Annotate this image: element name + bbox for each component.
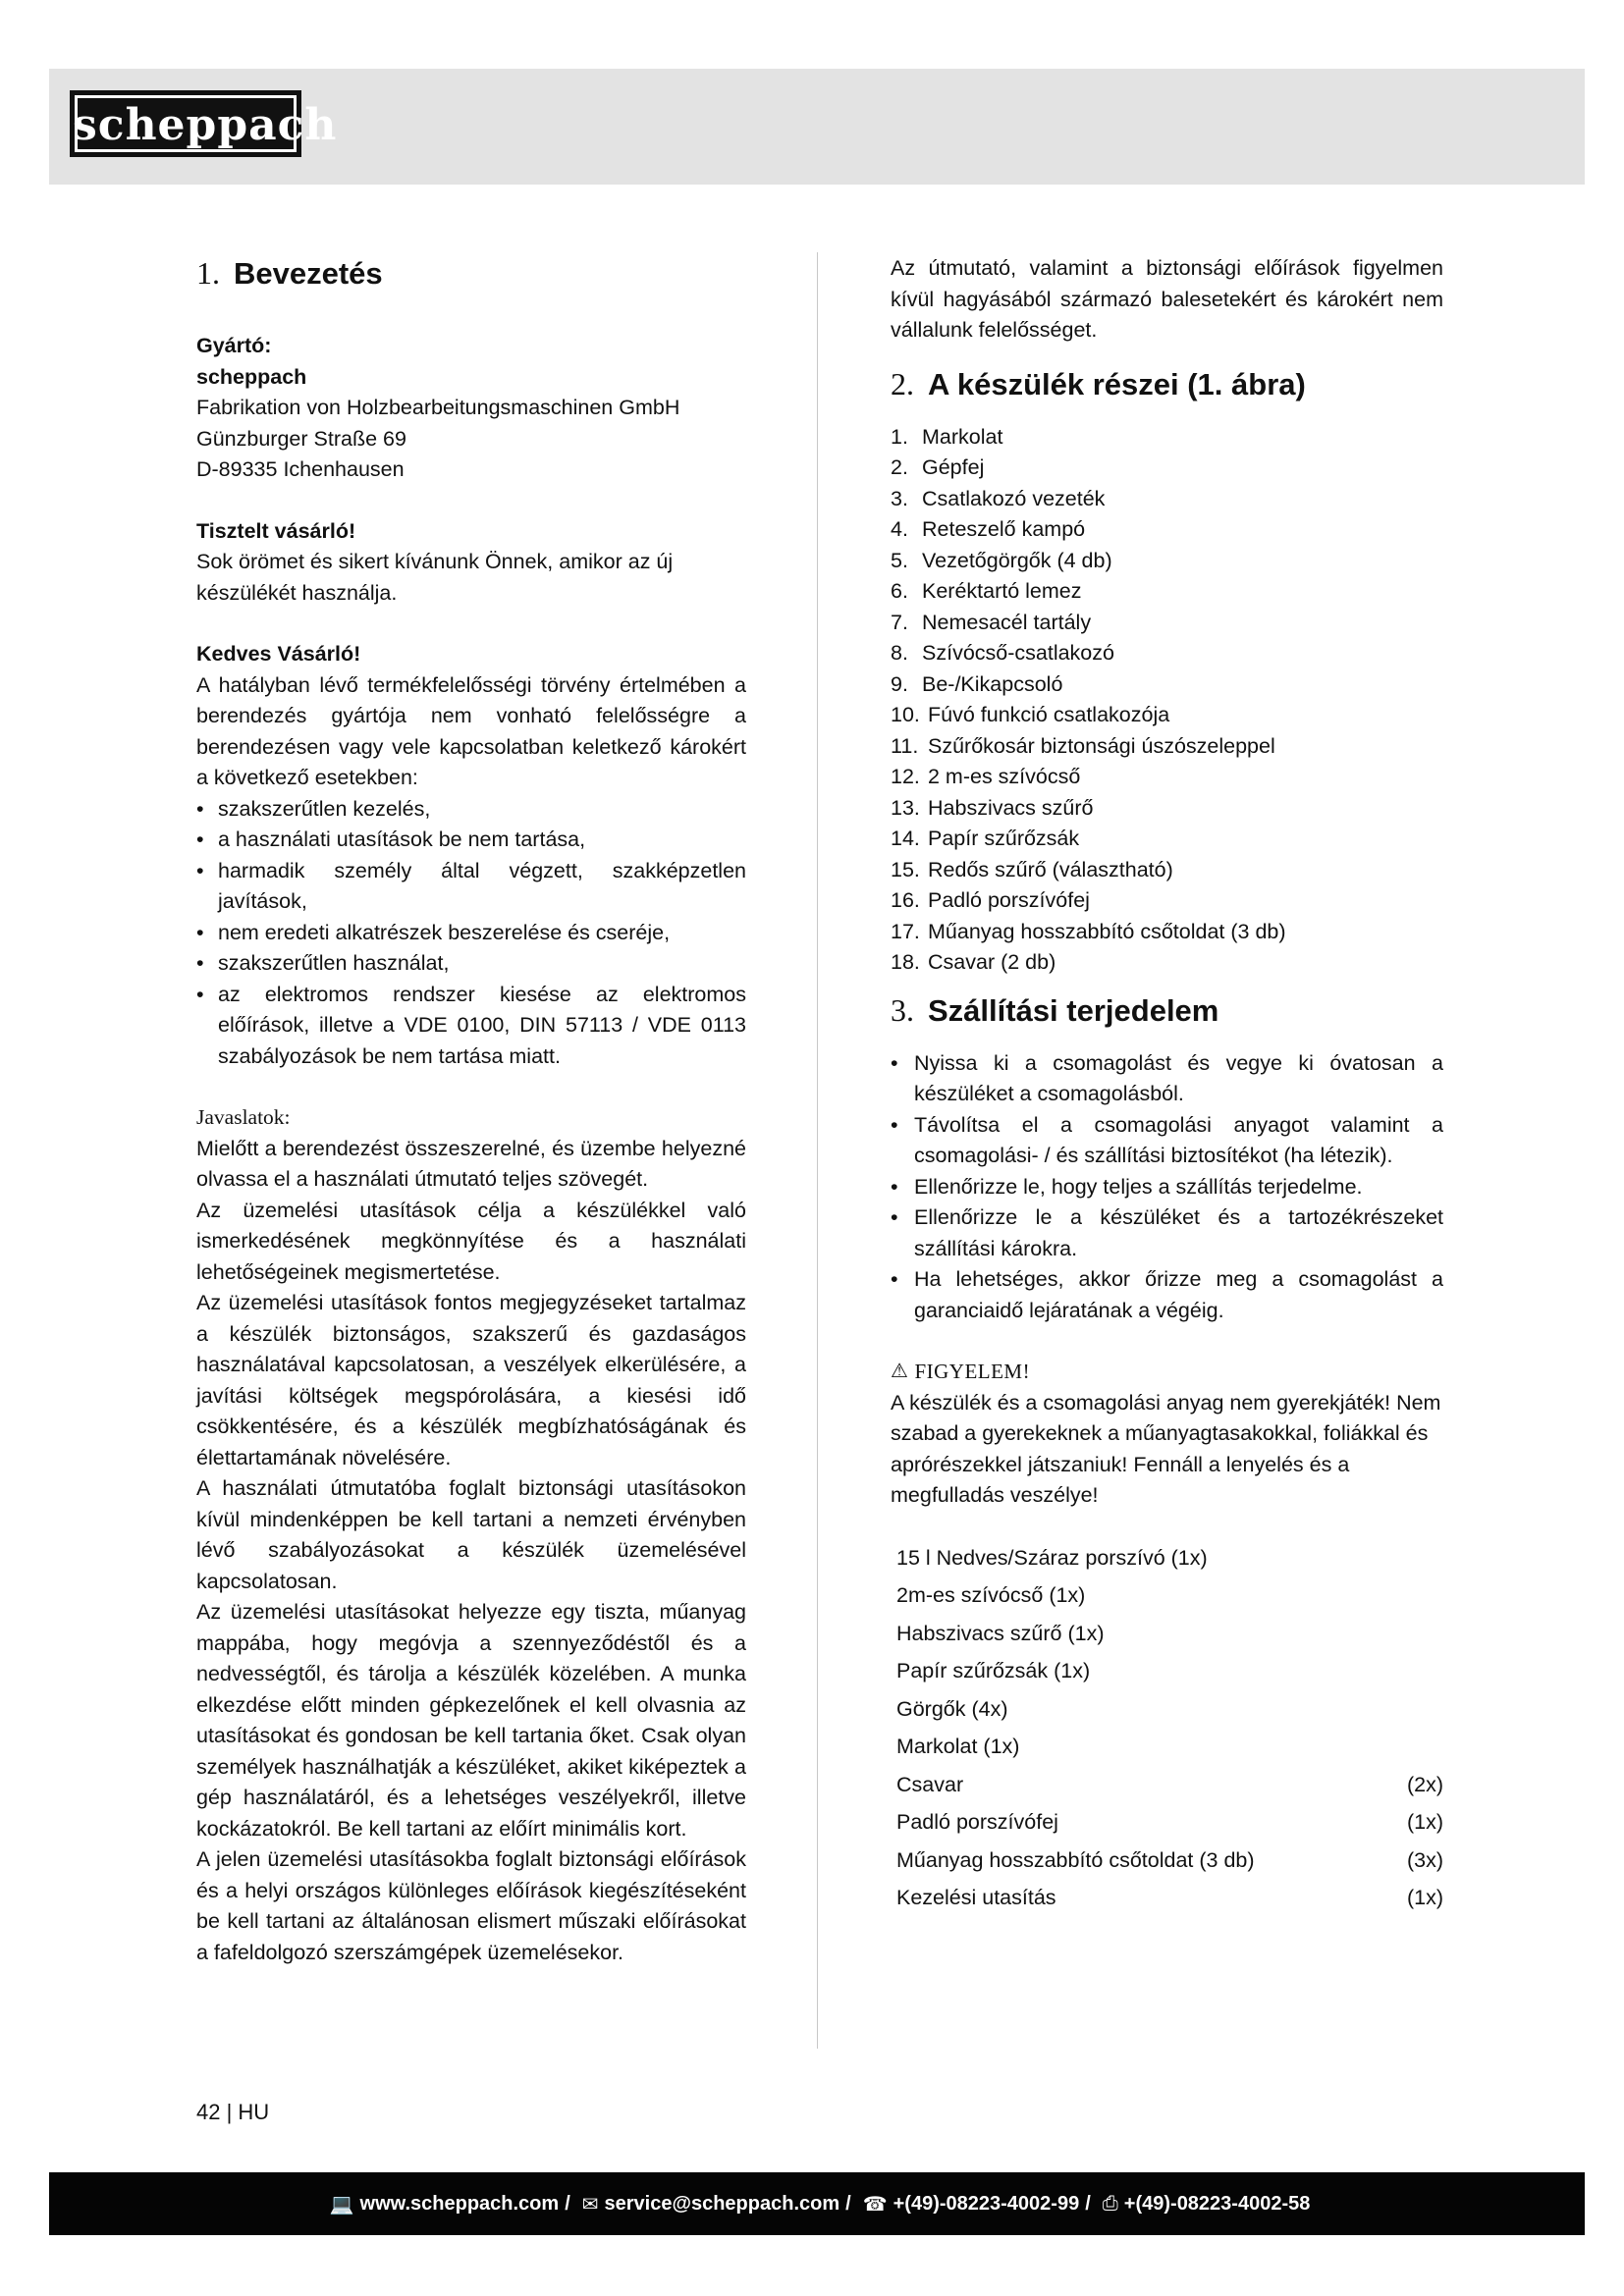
parts-list-item [891, 608, 1443, 639]
manufacturer-address [196, 393, 746, 486]
scope-item-qty: (1x) [1406, 1886, 1443, 1909]
header-band [49, 69, 1585, 185]
footer-fax: +(49)-08223-4002-58 [1123, 2192, 1311, 2215]
section-2-title [891, 364, 1443, 404]
scope-item-name: Görgők (4x) [896, 1696, 1008, 1721]
parts-list-item [891, 947, 1443, 979]
parts-list-item [891, 514, 1443, 546]
section-3-title [891, 990, 1443, 1031]
part-number: 10. [891, 703, 920, 726]
part-number: 18. [891, 950, 920, 974]
scope-item-name: Papír szűrőzsák (1x) [896, 1659, 1091, 1682]
part-number: 4. [891, 517, 908, 541]
part-number: 3. [891, 486, 908, 510]
scope-item-qty: (3x) [1406, 1847, 1443, 1872]
warning-heading [891, 1357, 1443, 1388]
scope-item [896, 1879, 1443, 1917]
footer-email[interactable]: service@scheppach.com [604, 2192, 840, 2215]
dear-customer-heading: Tisztelt vásárló! [196, 518, 356, 543]
scope-item-name: Markolat (1x) [896, 1735, 1020, 1758]
part-label: Csavar (2 db) [928, 950, 1056, 974]
part-number: 7. [891, 610, 908, 634]
footer-phone: +(49)-08223-4002-99 [893, 2192, 1080, 2215]
section-3-number: 3. [891, 991, 914, 1028]
part-number: 17. [891, 919, 920, 943]
recommendations-body [196, 1134, 746, 1969]
parts-list-item [891, 885, 1443, 917]
liability-heading: Kedves Vásárló! [196, 642, 361, 666]
manufacturer-label: Gyártó: [196, 334, 272, 357]
footer-website[interactable]: www.scheppach.com [359, 2192, 560, 2215]
scope-item-name: Műanyag hosszabbító csőtoldat (3 db) [896, 1847, 1255, 1872]
part-number: 5. [891, 548, 908, 572]
part-number: 9. [891, 671, 908, 696]
page-number: 42 | HU [196, 2100, 270, 2124]
address-line: Günzburger Straße 69 [196, 426, 406, 451]
parts-list-item [891, 917, 1443, 948]
part-label: Nemesacél tartály [922, 610, 1092, 634]
web-icon: 💻 [329, 2193, 354, 2216]
parts-list-item [891, 484, 1443, 515]
delivery-bullet-item: • Ellenőrizze le, hogy teljes a szállítás terjedelme. [891, 1172, 1443, 1203]
recommendation-paragraph: Az üzemelési utasítások célja a készülékkel való ismerkedésének megkönnyítése és a használati lehetőségeinek megismertetése. [196, 1198, 746, 1284]
part-label: Csatlakozó vezeték [922, 486, 1106, 510]
liability-bullet-item: • az elektromos rendszer kiesése az elektromos előírások, illetve a VDE 0100, DIN 57113 / VDE 0113 szabályozások be nem tartása miatt. [196, 980, 746, 1073]
part-number: 12. [891, 765, 920, 788]
part-label: Reteszelő kampó [922, 517, 1086, 541]
part-label: Vezetőgörgők (4 db) [922, 548, 1112, 572]
recommendation-paragraph: A jelen üzemelési utasításokba foglalt biztonsági előírások és a helyi országos különleges előírások kiegészítéseként be kell tartani az általánosan elismert műszaki előírásokat a fafeldolgozó szerszámgépek üzemelésekor. [196, 1847, 746, 1964]
part-number: 11. [891, 733, 919, 758]
part-label: Szívócső-csatlakozó [922, 641, 1114, 665]
fax-icon: ⎙ [1102, 2192, 1118, 2215]
left-column [196, 253, 746, 1968]
parts-list-item [891, 546, 1443, 577]
recommendation-paragraph: Mielőtt a berendezést összeszerelné, és üzembe helyezné olvassa el a használati útmutató teljes szövegét. [196, 1136, 746, 1191]
recommendations-heading: Javaslatok: [196, 1105, 291, 1129]
part-label: 2 m-es szívócső [928, 765, 1081, 788]
scope-item [896, 1842, 1443, 1880]
liability-text: A hatályban lévő termékfelelősségi törvény értelmében a berendezés gyártója nem vonható felelősségre a berendezésen vagy vele kapcsolatban keletkező károkért a következő esetekben: [196, 672, 746, 789]
scope-of-delivery-list [896, 1539, 1443, 1917]
parts-list-item [891, 453, 1443, 484]
address-line: D-89335 Ichenhausen [196, 457, 405, 481]
part-number: 6. [891, 579, 908, 603]
part-number: 2. [891, 455, 908, 479]
delivery-bullet-item: • Távolítsa el a csomagolási anyagot valamint a csomagolási- / és szállítási biztosítékot (ha létezik). [891, 1110, 1443, 1172]
part-number: 1. [891, 424, 908, 449]
scope-item-qty: (1x) [1406, 1810, 1443, 1834]
scope-item [896, 1539, 1443, 1577]
liability-bullet-item: • szakszerűtlen használat, [196, 948, 746, 980]
warning-triangle-icon: ⚠ [891, 1361, 909, 1382]
part-label: Keréktartó lemez [922, 579, 1082, 603]
part-number: 16. [891, 888, 920, 912]
part-label: Műanyag hosszabbító csőtoldat (3 db) [928, 919, 1286, 943]
parts-list-item [891, 638, 1443, 669]
address-line: Fabrikation von Holzbearbeitungsmaschinen GmbH [196, 396, 680, 419]
scope-item-name: Csavar [896, 1772, 964, 1796]
scope-item [896, 1576, 1443, 1615]
delivery-bullet-list [891, 1048, 1443, 1327]
footer-separator: / [1085, 2192, 1091, 2215]
part-label: Papír szűrőzsák [928, 827, 1080, 850]
recommendation-paragraph: Az üzemelési utasítások fontos megjegyzéseket tartalmaz a készülék biztonságos, szakszerű és gazdaságos használatával kapcsolatosan, a veszélyek elkerülésére, a javítási költségek megspórolására, a kiesési idő csökkentésére, és a készülék megbízhatóságának és élettartamának növelésére. [196, 1291, 746, 1469]
scope-item-qty: (2x) [1406, 1772, 1443, 1796]
column-divider [817, 252, 818, 2049]
manufacturer-name: scheppach [196, 364, 307, 389]
liability-bullet-item: • nem eredeti alkatrészek beszerelése és cseréje, [196, 918, 746, 949]
part-label: Padló porszívófej [928, 888, 1090, 912]
right-column [891, 253, 1443, 1917]
part-number: 8. [891, 641, 908, 665]
delivery-bullet-item: • Ha lehetséges, akkor őrizze meg a csomagolást a garanciaidő lejáratának a végéig. [891, 1264, 1443, 1326]
scope-item [896, 1652, 1443, 1690]
liability-bullet-item: • a használati utasítások be nem tartása, [196, 825, 746, 856]
delivery-bullet-item: • Nyissa ki a csomagolást és vegye ki óvatosan a készüléket a csomagolásból. [891, 1048, 1443, 1110]
section-3-label: Szállítási terjedelem [928, 992, 1219, 1028]
scope-item-name: 15 l Nedves/Száraz porszívó (1x) [896, 1545, 1208, 1570]
warning-title: FIGYELEM! [914, 1360, 1031, 1383]
section-1-number: 1. [196, 255, 220, 291]
recommendation-paragraph: A használati útmutatóba foglalt biztonsági utasításokon kívül mindenképpen be kell tartani a nemzeti érvényben lévő szabályozásokat a készülék üzemelésével kapcsolatosan. [196, 1476, 746, 1593]
scope-item [896, 1766, 1443, 1804]
delivery-bullet-item: • Ellenőrizze le a készüléket és a tartozékrészeket szállítási károkra. [891, 1202, 1443, 1264]
scope-item [896, 1615, 1443, 1653]
parts-list-item [891, 855, 1443, 886]
scope-item [896, 1690, 1443, 1729]
scope-item [896, 1728, 1443, 1766]
parts-list-item [891, 669, 1443, 701]
liability-bullet-item: • harmadik személy által végzett, szakképzetlen javítások, [196, 856, 746, 918]
scope-item-name: Kezelési utasítás [896, 1886, 1056, 1909]
parts-list-item [891, 731, 1443, 763]
section-2-number: 2. [891, 365, 914, 401]
email-icon: ✉ [581, 2193, 599, 2216]
parts-list [891, 422, 1443, 979]
liability-bullet-list [196, 794, 746, 1073]
footer-bar [49, 2172, 1585, 2235]
section-1-label: Bevezetés [234, 256, 383, 291]
recommendation-paragraph: Az üzemelési utasításokat helyezze egy tiszta, műanyag mappába, hogy megóvja a szennyeződéstől és a nedvességtől, és tárolja a készülék közelében. A munka elkezdése előtt minden gépkezelőnek el kell olvasnia az utasításokat és gondosan be kell tartania őket. Csak olyan személyek használhatják a készüléket, akiket kiképeztek a gép használatáról, és a lehetséges veszélyekről, illetve kockázatokról. Be kell tartani az előírt minimális kort. [196, 1600, 746, 1841]
scope-item [896, 1803, 1443, 1842]
scope-item-name: Padló porszívófej [896, 1810, 1058, 1834]
intro-text: Az útmutató, valamint a biztonsági előírások figyelmen kívül hagyásából származó balesetekért és károkért nem vállalunk felelősséget. [891, 256, 1443, 342]
part-label: Be-/Kikapcsoló [922, 671, 1063, 696]
warning-text: A készülék és a csomagolási anyag nem gyerekjáték! Nem szabad a gyerekeknek a műanyagtasakokkal, foliákkal és aprórészekkel játszaniuk! Fennáll a lenyelés és a megfulladás veszélye! [891, 1390, 1441, 1507]
part-label: Fúvó funkció csatlakozója [928, 703, 1170, 726]
part-label: Gépfej [922, 455, 985, 479]
parts-list-item [891, 576, 1443, 608]
part-label: Szűrőkosár biztonsági úszószeleppel [928, 733, 1275, 758]
footer-separator: / [565, 2192, 570, 2215]
part-number: 13. [891, 795, 920, 820]
parts-list-item [891, 824, 1443, 855]
section-1-title [196, 253, 746, 294]
part-label: Markolat [922, 424, 1003, 449]
footer-separator: / [845, 2192, 851, 2215]
parts-list-item [891, 700, 1443, 731]
parts-list-item [891, 762, 1443, 793]
part-number: 14. [891, 827, 920, 850]
scope-item-name: 2m-es szívócső (1x) [896, 1583, 1086, 1607]
parts-list-item [891, 422, 1443, 454]
phone-icon: ☎ [862, 2193, 888, 2216]
liability-bullet-item: • szakszerűtlen kezelés, [196, 794, 746, 826]
scope-item-name: Habszivacs szűrő (1x) [896, 1621, 1105, 1645]
part-number: 15. [891, 857, 920, 881]
dear-customer-text: Sok örömet és sikert kívánunk Önnek, amikor az új készülékét használja. [196, 550, 674, 605]
parts-list-item [891, 793, 1443, 825]
section-2-label: A készülék részei (1. ábra) [928, 366, 1306, 401]
part-label: Habszivacs szűrő [928, 795, 1094, 820]
part-label: Redős szűrő (választható) [928, 857, 1173, 881]
scheppach-logo: scheppach [70, 90, 301, 157]
